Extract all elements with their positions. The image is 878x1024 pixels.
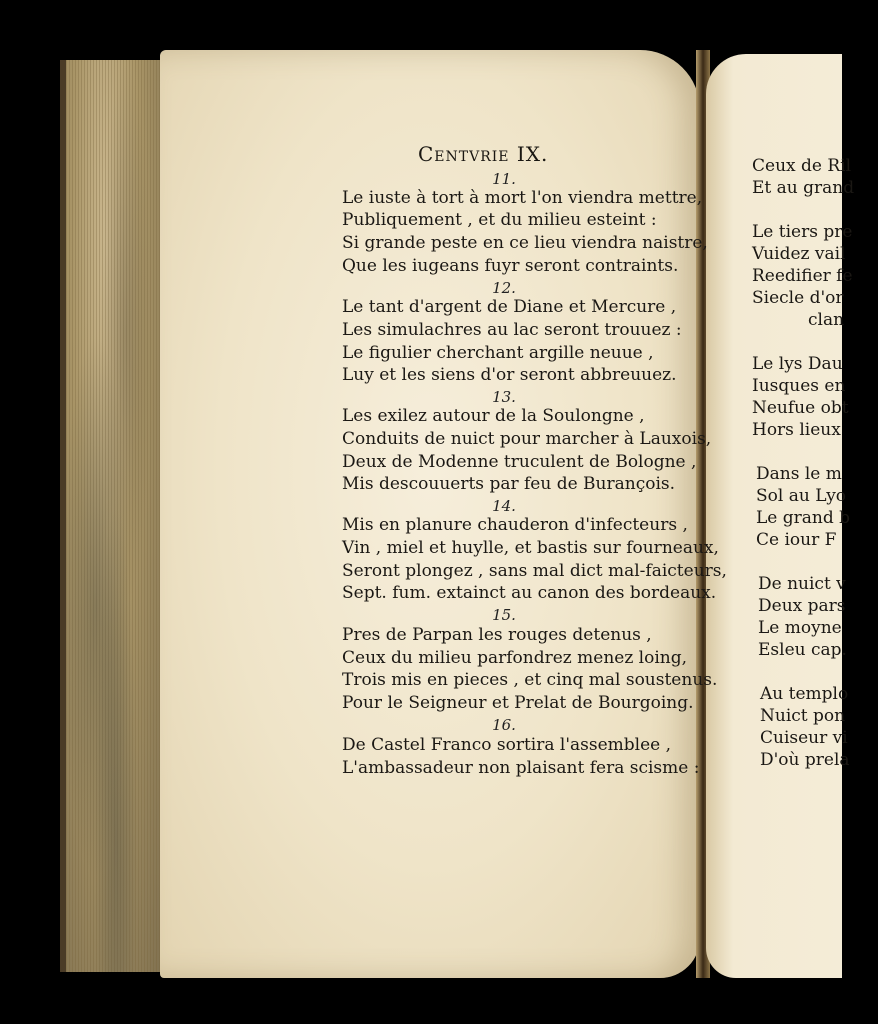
verse-line: Sept. fum. extainct au canon des bordeaux. bbox=[342, 583, 717, 603]
right-fragment: Le tiers pre bbox=[752, 222, 853, 242]
marbled-edge bbox=[66, 60, 166, 972]
verse-line: Le figulier cherchant argille neuue , bbox=[342, 343, 654, 363]
right-fragment: Siecle d'or bbox=[752, 288, 844, 308]
right-fragment: Le grand b bbox=[756, 508, 851, 528]
verse-line: Les simulachres au lac seront trouuez : bbox=[342, 320, 682, 340]
verse-line: Le tant d'argent de Diane et Mercure , bbox=[342, 297, 677, 317]
right-fragment: Sol au Lyo bbox=[756, 486, 847, 506]
right-fragment: Et au grand bbox=[752, 178, 855, 198]
right-fragment: Deux pars bbox=[758, 596, 846, 616]
verse-line: Mis en planure chauderon d'infecteurs , bbox=[342, 515, 688, 535]
right-fragment: Le moyne bbox=[758, 618, 842, 638]
quatrain-number: 14. bbox=[492, 497, 516, 515]
right-fragment: Ce iour F bbox=[756, 530, 837, 550]
page-header: Centvrie IX. bbox=[418, 142, 549, 166]
right-fragment: Dans le m bbox=[756, 464, 842, 484]
right-fragment: Neufue obt bbox=[752, 398, 849, 418]
right-fragment: Le lys Dau bbox=[752, 354, 843, 374]
right-fragment: Vuidez vail bbox=[752, 244, 846, 264]
verse-line: Pour le Seigneur et Prelat de Bourgoing. bbox=[342, 693, 694, 713]
verse-line: Deux de Modenne truculent de Bologne , bbox=[342, 452, 697, 472]
right-fragment: De nuict v bbox=[758, 574, 846, 594]
quatrain-number: 11. bbox=[492, 170, 516, 188]
right-fragment: Nuict pon bbox=[760, 706, 846, 726]
verse-line: Le iuste à tort à mort l'on viendra mettre, bbox=[342, 188, 703, 208]
verse-line: Seront plongez , sans mal dict mal-faicteurs, bbox=[342, 561, 727, 581]
right-fragment: D'où prela bbox=[760, 750, 850, 770]
quatrain-number: 15. bbox=[492, 606, 516, 624]
right-fragment: Au templo bbox=[760, 684, 849, 704]
verse-line: Ceux du milieu parfondrez menez loing, bbox=[342, 648, 688, 668]
right-fragment: Cuiseur vi bbox=[760, 728, 848, 748]
right-page-text-clip bbox=[706, 54, 855, 978]
verse-line: Vin , miel et huylle, et bastis sur fourneaux, bbox=[342, 538, 719, 558]
right-fragment: clan bbox=[808, 310, 845, 330]
verse-line: L'ambassadeur non plaisant fera scisme : bbox=[342, 758, 700, 778]
verse-line: Publiquement , et du milieu esteint : bbox=[342, 210, 657, 230]
verse-line: Mis descouuerts par feu de Burançois. bbox=[342, 474, 676, 494]
right-fragment: Reedifier fe bbox=[752, 266, 853, 286]
right-fragment: Hors lieux bbox=[752, 420, 841, 440]
verse-line: Trois mis en pieces , et cinq mal soustenus. bbox=[342, 670, 718, 690]
verse-line: Conduits de nuict pour marcher à Lauxois, bbox=[342, 429, 712, 449]
quatrain-number: 13. bbox=[492, 388, 516, 406]
verse-line: De Castel Franco sortira l'assemblee , bbox=[342, 735, 672, 755]
book-fore-edge bbox=[60, 60, 166, 972]
right-fragment: Esleu cap. bbox=[758, 640, 847, 660]
right-fragment: Ceux de Ril bbox=[752, 156, 852, 176]
quatrain-number: 16. bbox=[492, 716, 516, 734]
verse-line: Si grande peste en ce lieu viendra naistre, bbox=[342, 233, 708, 253]
verse-line: Les exilez autour de la Soulongne , bbox=[342, 406, 645, 426]
verse-line: Pres de Parpan les rouges detenus , bbox=[342, 625, 652, 645]
right-fragment: Iusques en bbox=[752, 376, 846, 396]
verse-line: Que les iugeans fuyr seront contraints. bbox=[342, 256, 679, 276]
verse-line: Luy et les siens d'or seront abbreuuez. bbox=[342, 365, 677, 385]
quatrain-number: 12. bbox=[492, 279, 516, 297]
